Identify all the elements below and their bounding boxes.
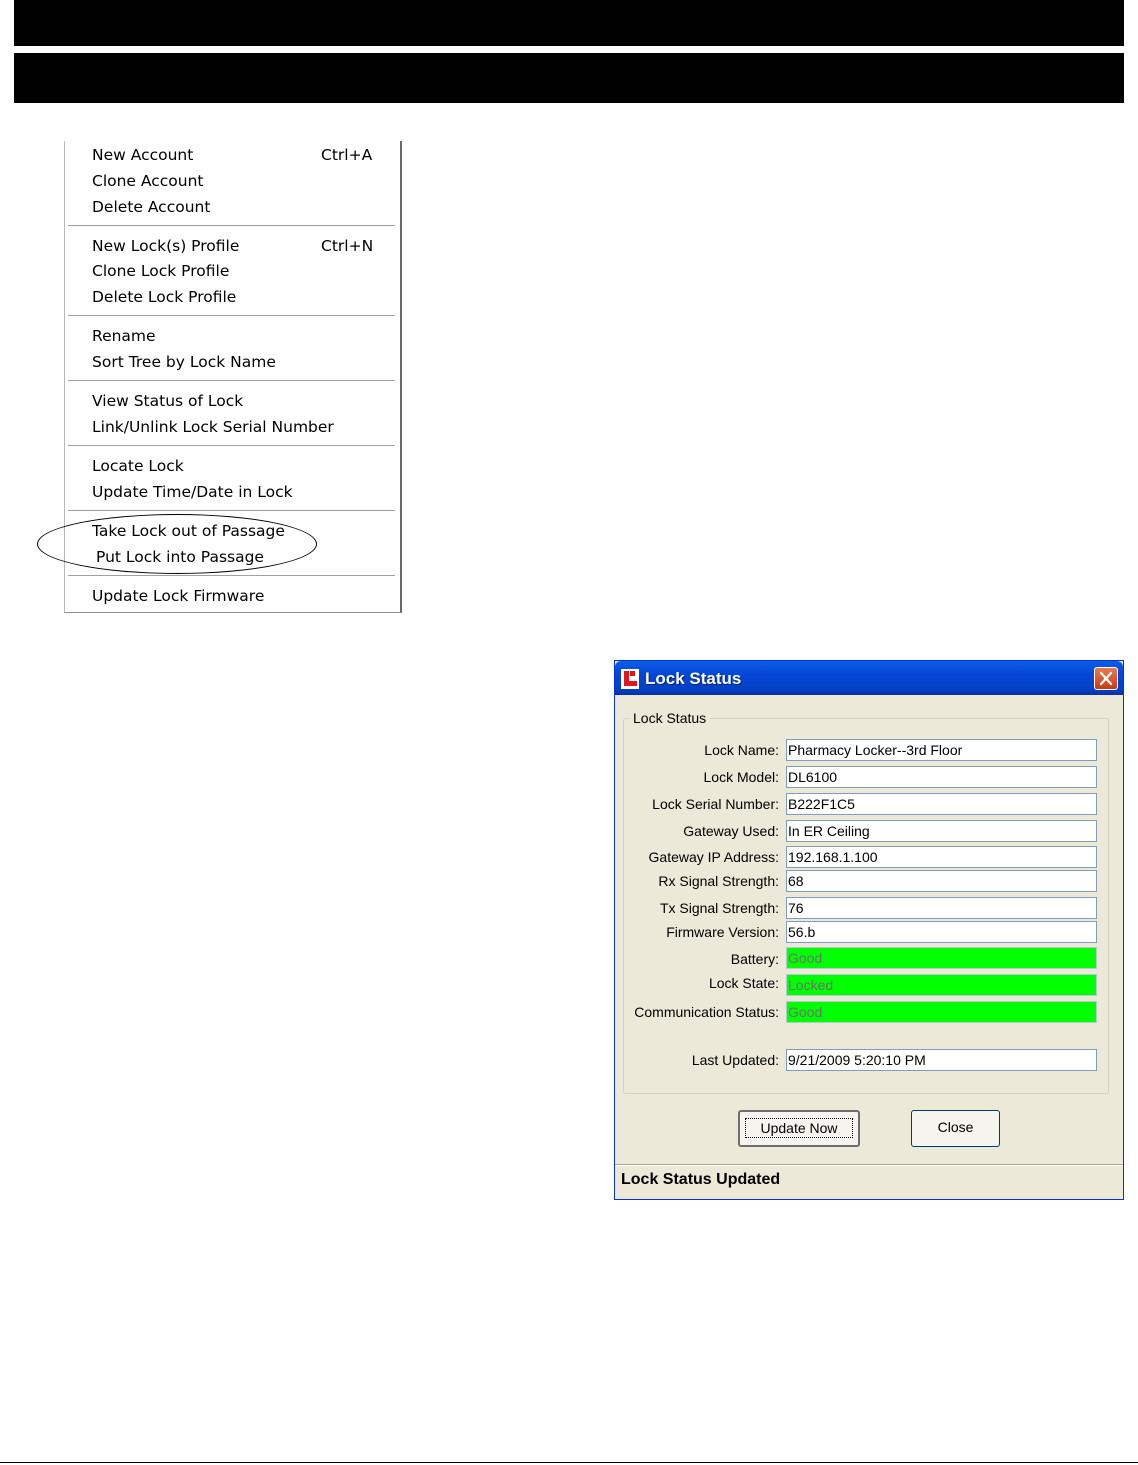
menu-item-label: Sort Tree by Lock Name bbox=[92, 353, 276, 371]
menu-item-label: Clone Lock Profile bbox=[92, 262, 230, 280]
menu-item-label: Delete Lock Profile bbox=[92, 288, 237, 306]
menu-item-label: New Account bbox=[92, 146, 194, 164]
status-bar-text: Lock Status Updated bbox=[621, 1171, 781, 1188]
field-label-lock-model: Lock Model: bbox=[703, 769, 779, 785]
menu-separator bbox=[68, 315, 395, 317]
field-label-lock-state: Lock State: bbox=[708, 975, 779, 991]
close-label: Close bbox=[937, 1119, 974, 1135]
menu-item-label: View Status of Lock bbox=[92, 392, 244, 410]
menu-item-clone-lock-profile[interactable] bbox=[92, 259, 370, 283]
menu-item-label: Locate Lock bbox=[92, 457, 184, 475]
header-bar-bottom bbox=[14, 53, 1124, 103]
menu-item-label: Clone Account bbox=[92, 172, 204, 190]
field-label-gateway-used: Gateway Used: bbox=[683, 823, 779, 839]
header-bar-top bbox=[14, 0, 1124, 46]
field-label-communication-status: Communication Status: bbox=[634, 1004, 779, 1020]
menu-separator bbox=[68, 225, 395, 227]
battery-status-field: Good bbox=[786, 947, 1097, 969]
page-footer-line bbox=[0, 1462, 1138, 1463]
lock-status-dialog bbox=[614, 660, 1124, 1200]
menu-item-label: Update Time/Date in Lock bbox=[92, 483, 293, 501]
field-label-last-updated: Last Updated: bbox=[691, 1052, 779, 1068]
menu-item-label: Link/Unlink Lock Serial Number bbox=[92, 418, 334, 436]
menu-item-view-status[interactable] bbox=[92, 389, 370, 413]
dialog-title: Lock Status bbox=[645, 669, 742, 688]
field-label-gateway-ip: Gateway IP Address: bbox=[648, 849, 779, 865]
menu-item-sort-tree[interactable] bbox=[92, 350, 370, 374]
menu-item-label: Put Lock into Passage bbox=[96, 548, 264, 566]
menu-item-label: Delete Account bbox=[92, 198, 211, 216]
menu-item-delete-lock-profile[interactable] bbox=[92, 285, 370, 309]
field-label-battery: Battery: bbox=[730, 951, 779, 967]
lock-name-field[interactable]: Pharmacy Locker--3rd Floor bbox=[786, 739, 1097, 761]
menu-separator bbox=[68, 445, 395, 447]
communication-status-field: Good bbox=[786, 1001, 1097, 1023]
menu-item-update-firmware[interactable] bbox=[92, 584, 370, 608]
menu-item-shortcut: Ctrl+N bbox=[321, 237, 374, 255]
menu-item-shortcut: Ctrl+A bbox=[321, 146, 373, 164]
lock-state-field: Locked bbox=[786, 974, 1097, 996]
field-label-firmware-version: Firmware Version: bbox=[666, 924, 779, 940]
menu-item-new-account[interactable] bbox=[92, 143, 373, 167]
menu-item-link-unlink[interactable] bbox=[92, 415, 370, 439]
tx-signal-field[interactable]: 76 bbox=[786, 897, 1097, 919]
menu-item-clone-account[interactable] bbox=[92, 169, 370, 193]
highlight-ellipse bbox=[37, 514, 317, 574]
lock-model-field[interactable]: DL6100 bbox=[786, 766, 1097, 788]
menu-item-new-lock-profile[interactable] bbox=[92, 234, 374, 258]
menu-item-label: Update Lock Firmware bbox=[92, 587, 265, 605]
menu-separator bbox=[68, 575, 395, 577]
menu-separator bbox=[68, 510, 395, 512]
menu-item-rename[interactable] bbox=[92, 324, 370, 348]
serial-number-field[interactable]: B222F1C5 bbox=[786, 793, 1097, 815]
menu-item-update-time-date[interactable] bbox=[92, 480, 370, 504]
gateway-ip-field[interactable]: 192.168.1.100 bbox=[786, 846, 1097, 868]
menu-item-label: New Lock(s) Profile bbox=[92, 237, 240, 255]
group-label: Lock Status bbox=[629, 710, 710, 726]
last-updated-field[interactable]: 9/21/2009 5:20:10 PM bbox=[786, 1049, 1097, 1071]
menu-item-label: Take Lock out of Passage bbox=[92, 522, 285, 540]
rx-signal-field[interactable]: 68 bbox=[786, 870, 1097, 892]
field-label-serial-number: Lock Serial Number: bbox=[652, 796, 779, 812]
field-label-tx-signal: Tx Signal Strength: bbox=[659, 900, 779, 916]
close-icon[interactable] bbox=[1094, 667, 1118, 690]
field-label-lock-name: Lock Name: bbox=[704, 742, 779, 758]
gateway-used-field[interactable]: In ER Ceiling bbox=[786, 820, 1097, 842]
dialog-title-bar[interactable] bbox=[615, 661, 1123, 695]
menu-separator bbox=[68, 380, 395, 382]
menu-item-delete-account[interactable] bbox=[92, 195, 370, 219]
status-bar-separator bbox=[615, 1164, 1123, 1166]
field-label-rx-signal: Rx Signal Strength: bbox=[658, 873, 779, 889]
close-button[interactable] bbox=[911, 1110, 1000, 1147]
update-now-label: Update Now bbox=[746, 1119, 851, 1137]
menu-item-label: Rename bbox=[92, 327, 156, 345]
update-now-button[interactable] bbox=[738, 1110, 860, 1147]
menu-item-locate-lock[interactable] bbox=[92, 454, 370, 478]
firmware-version-field[interactable]: 56.b bbox=[786, 921, 1097, 943]
app-logo-icon bbox=[621, 669, 639, 689]
